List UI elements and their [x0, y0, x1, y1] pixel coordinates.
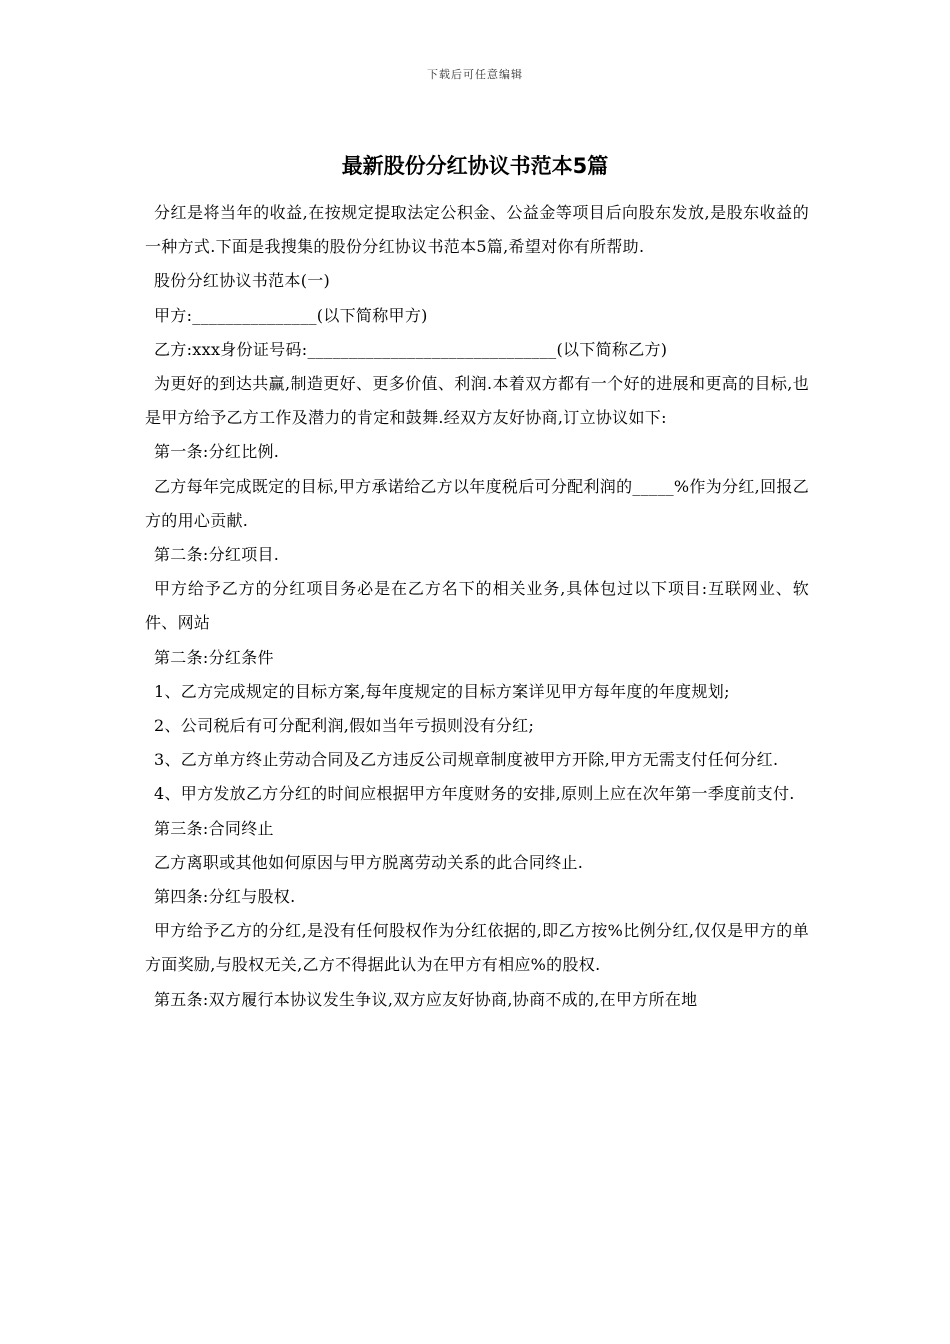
paragraph-article-1-body: 乙方每年完成既定的目标,甲方承诺给乙方以年度税后可分配利润的_____%作为分红,回报乙方的用心贡献. [145, 476, 809, 530]
paragraph-article-2-heading: 第二条:分红项目. [154, 545, 280, 565]
paragraph-article-4-heading: 第四条:分红与股权. [154, 887, 296, 907]
paragraph-template-heading: 股份分红协议书范本(一) [154, 271, 331, 291]
paragraph-article-1-heading: 第一条:分红比例. [154, 442, 280, 462]
paragraph-conditions-heading: 第二条:分红条件 [154, 647, 274, 667]
paragraph-condition-1: 1、乙方完成规定的目标方案,每年度规定的目标方案详见甲方每年度的年度规划; [154, 681, 730, 701]
paragraph-condition-4: 4、甲方发放乙方分红的时间应根据甲方年度财务的安排,原则上应在次年第一季度前支付. [154, 784, 795, 804]
paragraph-condition-3: 3、乙方单方终止劳动合同及乙方违反公司规章制度被甲方开除,甲方无需支付任何分红. [154, 750, 779, 770]
header-note: 下载后可任意编辑 [427, 68, 523, 81]
paragraph-article-5: 第五条:双方履行本协议发生争议,双方应友好协商,协商不成的,在甲方所在地 [154, 989, 698, 1009]
paragraph-condition-2: 2、公司税后有可分配利润,假如当年亏损则没有分红; [154, 716, 535, 736]
paragraph-article-4-body: 甲方给予乙方的分红,是没有任何股权作为分红依据的,即乙方按%比例分红,仅仅是甲方的单方面奖励,与股权无关,乙方不得据此认为在甲方有相应%的股权. [145, 921, 809, 975]
paragraph-party-b: 乙方:xxx身份证号码:______________________________(以下简称乙方) [154, 339, 668, 359]
paragraph-article-2-body: 甲方给予乙方的分红项目务必是在乙方名下的相关业务,具体包过以下项目:互联网业、软件、网站 [145, 579, 809, 633]
document-body [145, 196, 809, 1017]
paragraph-article-3-body: 乙方离职或其他如何原因与甲方脱离劳动关系的此合同终止. [154, 852, 584, 872]
paragraph-purpose: 为更好的到达共赢,制造更好、更多价值、利润.本着双方都有一个好的进展和更高的目标,也是甲方给予乙方工作及潜力的肯定和鼓舞.经双方友好协商,订立协议如下: [145, 374, 809, 428]
document-title: 最新股份分红协议书范本5篇 [341, 154, 609, 178]
paragraph-intro: 分红是将当年的收益,在按规定提取法定公积金、公益金等项目后向股东发放,是股东收益的一种方式.下面是我搜集的股份分红协议书范本5篇,希望对你有所帮助. [145, 203, 809, 257]
paragraph-party-a: 甲方:_______________(以下简称甲方) [154, 305, 428, 325]
paragraph-article-3-heading: 第三条:合同终止 [154, 818, 274, 838]
